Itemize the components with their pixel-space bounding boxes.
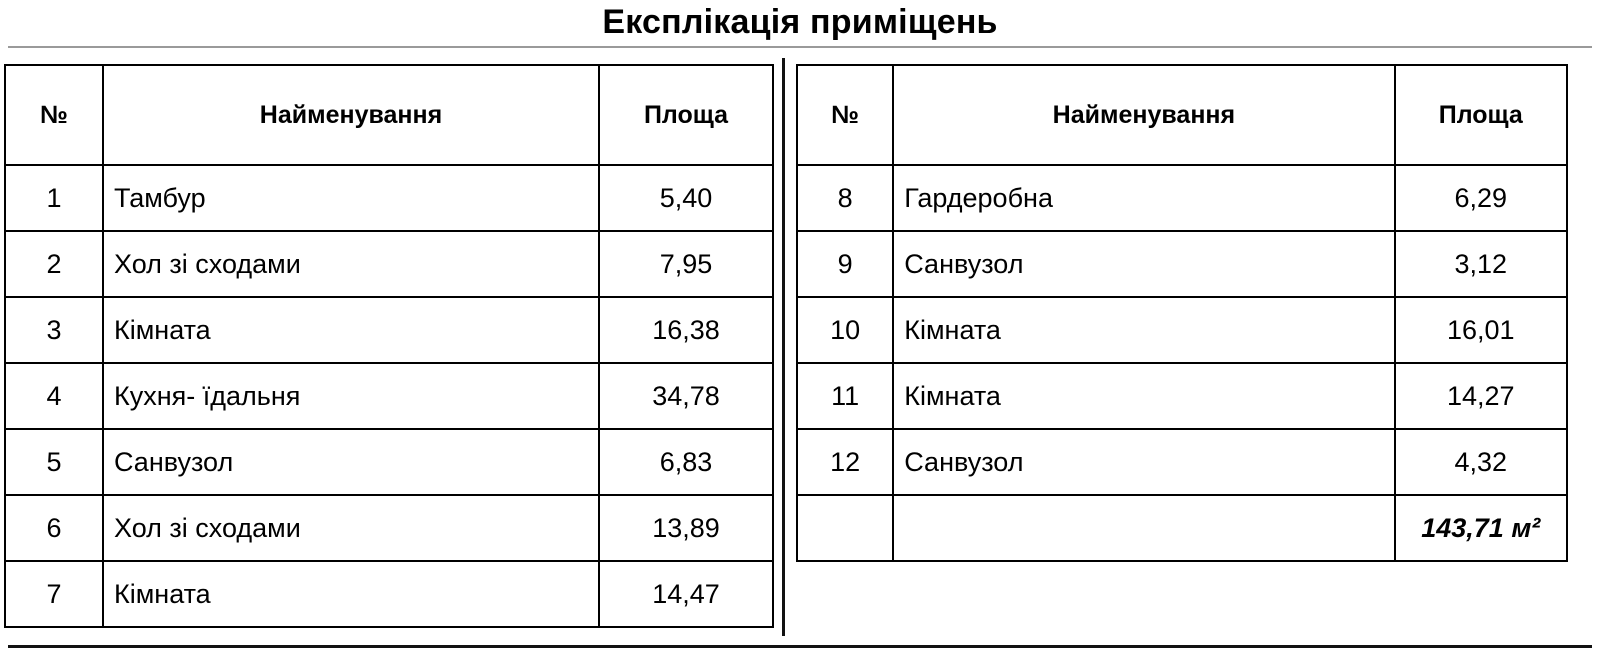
tables-container [0, 48, 1600, 628]
table-head-left [5, 65, 773, 165]
header-number: № [5, 65, 103, 165]
right-table-wrapper [796, 64, 1568, 562]
cell-name: Кімната [893, 363, 1394, 429]
header-area: Площа [1395, 65, 1567, 165]
cell-area: 6,83 [599, 429, 773, 495]
cell-area: 4,32 [1395, 429, 1567, 495]
table-body-left [5, 165, 773, 627]
cell-name: Кімната [893, 297, 1394, 363]
page-title: Експлікація приміщень [602, 3, 998, 41]
header-name: Найменування [893, 65, 1394, 165]
table-row [5, 165, 773, 231]
cell-area: 5,40 [599, 165, 773, 231]
cell-name: Гардеробна [893, 165, 1394, 231]
cell-number: 1 [5, 165, 103, 231]
header-area: Площа [599, 65, 773, 165]
cell-number: 9 [797, 231, 893, 297]
table-header-row [5, 65, 773, 165]
cell-area: 13,89 [599, 495, 773, 561]
table-header-row [797, 65, 1567, 165]
cell-number: 3 [5, 297, 103, 363]
table-row [5, 363, 773, 429]
cell-name: Хол зі сходами [103, 231, 599, 297]
cell-name: Санвузол [893, 429, 1394, 495]
table-row [797, 297, 1567, 363]
table-row [5, 429, 773, 495]
total-label-cell [893, 495, 1394, 561]
cell-name: Санвузол [893, 231, 1394, 297]
cell-number: 10 [797, 297, 893, 363]
table-row [5, 231, 773, 297]
cell-area: 34,78 [599, 363, 773, 429]
cell-name: Хол зі сходами [103, 495, 599, 561]
cell-area: 3,12 [1395, 231, 1567, 297]
cell-name: Кухня- їдальня [103, 363, 599, 429]
cell-number: 7 [5, 561, 103, 627]
premises-table-right [796, 64, 1568, 562]
total-area-cell: 143,71 м² [1395, 495, 1567, 561]
header-name: Найменування [103, 65, 599, 165]
header-number: № [797, 65, 893, 165]
cell-number: 8 [797, 165, 893, 231]
table-row [797, 165, 1567, 231]
cell-number: 12 [797, 429, 893, 495]
table-row [5, 495, 773, 561]
table-body-right [797, 165, 1567, 561]
cell-area: 14,47 [599, 561, 773, 627]
cell-area: 14,27 [1395, 363, 1567, 429]
table-row [797, 429, 1567, 495]
vertical-divider [782, 58, 785, 636]
table-head-right [797, 65, 1567, 165]
cell-number: 6 [5, 495, 103, 561]
table-row [5, 297, 773, 363]
cell-name: Санвузол [103, 429, 599, 495]
cell-area: 16,01 [1395, 297, 1567, 363]
premises-table-left [4, 64, 774, 628]
cell-area: 7,95 [599, 231, 773, 297]
cell-number: 4 [5, 363, 103, 429]
cell-area: 16,38 [599, 297, 773, 363]
bottom-divider [8, 645, 1592, 648]
cell-number: 11 [797, 363, 893, 429]
cell-number: 5 [5, 429, 103, 495]
table-row [797, 363, 1567, 429]
cell-name: Кімната [103, 297, 599, 363]
cell-area: 6,29 [1395, 165, 1567, 231]
table-row [5, 561, 773, 627]
left-table-wrapper [4, 64, 774, 628]
total-number-cell [797, 495, 893, 561]
table-row [797, 231, 1567, 297]
cell-number: 2 [5, 231, 103, 297]
cell-name: Тамбур [103, 165, 599, 231]
cell-name: Кімната [103, 561, 599, 627]
table-total-row [797, 495, 1567, 561]
